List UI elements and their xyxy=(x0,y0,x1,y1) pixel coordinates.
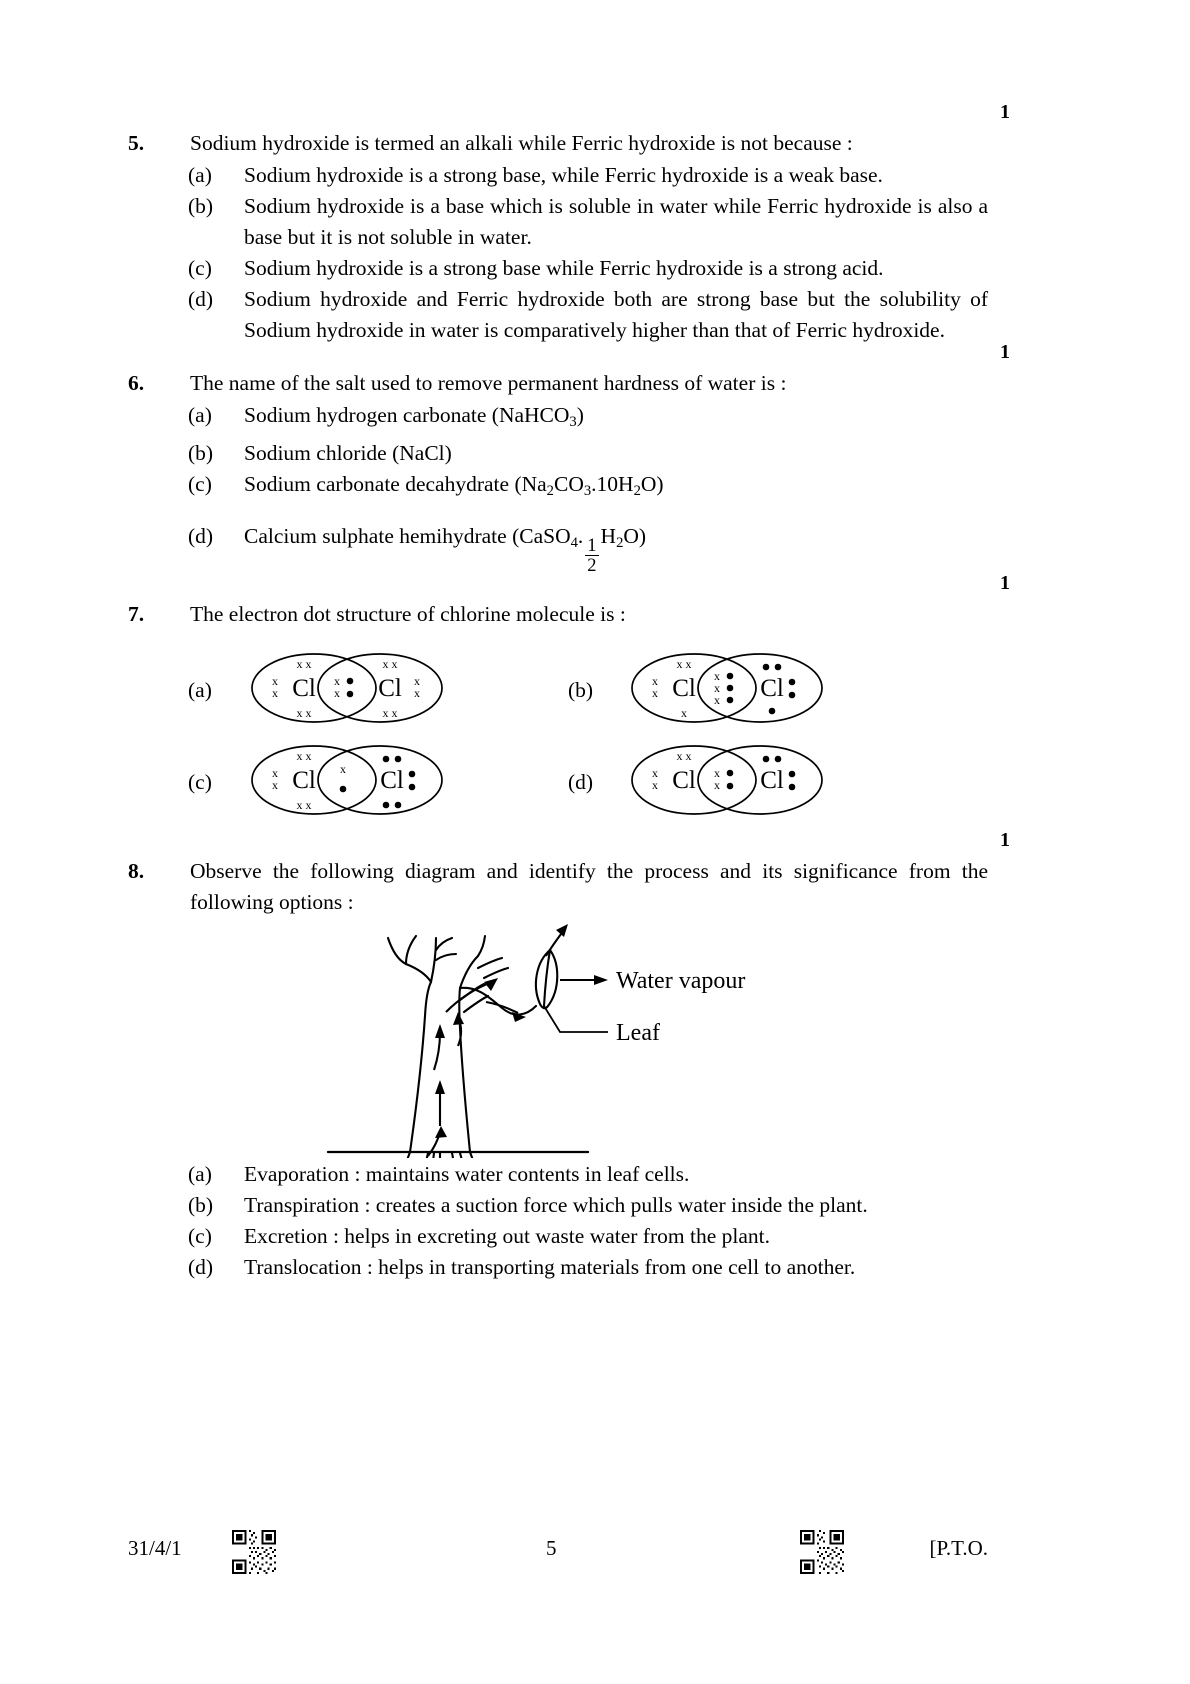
question-7 xyxy=(128,572,1010,828)
qr-code-left xyxy=(232,1530,276,1579)
electron-dot-structure-b xyxy=(622,647,832,734)
svg-text:x: x xyxy=(652,765,658,780)
label-leaf: Leaf xyxy=(616,1020,660,1047)
cl2-dot-diagram-d xyxy=(622,739,832,821)
svg-text:x: x xyxy=(714,668,720,683)
question-8-number: 8. xyxy=(128,859,145,884)
svg-text:Cl: Cl xyxy=(378,674,402,702)
option-label: (d) xyxy=(188,1255,214,1280)
salt-name: Sodium hydrogen carbonate xyxy=(244,403,487,427)
label-water-vapour: Water vapour xyxy=(616,968,746,995)
question-5-options xyxy=(128,160,988,346)
question-8-header xyxy=(128,856,988,918)
paper-code: 31/4/1 xyxy=(128,1536,182,1560)
question-7-number: 7. xyxy=(128,602,145,627)
question-6 xyxy=(128,341,1010,576)
question-8-options xyxy=(128,1159,988,1283)
option-text: Translocation : helps in transporting materials from one cell to another. xyxy=(244,1255,856,1280)
svg-text:x x: x x xyxy=(296,705,312,720)
option-item[interactable] xyxy=(128,1252,988,1283)
option-item[interactable] xyxy=(128,191,988,253)
option-item[interactable] xyxy=(128,160,988,191)
svg-text:Cl: Cl xyxy=(380,766,404,794)
option-item[interactable] xyxy=(128,1159,988,1190)
svg-text:x: x xyxy=(414,673,420,688)
question-6-header xyxy=(128,368,988,399)
option-label: (a) xyxy=(188,163,212,187)
option-item[interactable] xyxy=(128,469,988,507)
transpiration-diagram xyxy=(128,920,988,1158)
svg-text:Cl: Cl xyxy=(292,766,316,794)
qr-code-icon xyxy=(232,1530,276,1574)
option-text: Sodium hydroxide and Ferric hydroxide both are strong base but the solubility of Sodium hydroxide in water is comparatively higher than that of Ferric hydroxide. xyxy=(244,287,988,342)
svg-text:Cl: Cl xyxy=(292,674,316,702)
svg-text:x x: x x xyxy=(676,656,692,671)
question-8-marks: 1 xyxy=(1000,829,1010,852)
dot-option-d[interactable] xyxy=(568,739,898,826)
option-label: (a) xyxy=(188,677,212,702)
option-text: Excretion : helps in excreting out waste water from the plant. xyxy=(244,1224,770,1249)
cl2-dot-diagram-c xyxy=(242,739,452,821)
pto-marker: [P.T.O. xyxy=(929,1536,988,1560)
electron-dot-row xyxy=(188,736,988,828)
svg-text:x: x xyxy=(714,765,720,780)
dot-option-b[interactable] xyxy=(568,647,898,734)
electron-dot-options-grid xyxy=(188,644,988,828)
option-item[interactable] xyxy=(128,521,988,575)
option-item[interactable] xyxy=(128,253,988,284)
option-label: (b) xyxy=(188,194,214,218)
chemical-formula: (CaSO$_4$. $\frac{1}{2}$ $H_2O$) xyxy=(512,524,647,576)
option-label: (b) xyxy=(188,1193,214,1218)
svg-text:x x: x x xyxy=(296,797,312,812)
electron-dot-row xyxy=(188,644,988,736)
question-6-stem: The name of the salt used to remove permanent hardness of water is : xyxy=(190,371,787,395)
option-label: (b) xyxy=(188,441,214,466)
svg-text:x x: x x xyxy=(296,656,312,671)
option-text: Evaporation : maintains water contents in leaf cells. xyxy=(244,1162,690,1187)
option-text: Sodium hydroxide is a base which is soluble in water while Ferric hydroxide is also a base but it is not soluble in water. xyxy=(244,194,988,249)
svg-text:x: x xyxy=(714,680,720,695)
page-content xyxy=(128,101,1010,1289)
svg-text:x: x xyxy=(340,761,346,776)
qr-code-icon xyxy=(800,1530,844,1574)
electron-dot-structure-a xyxy=(242,647,452,734)
chemical-formula: $(Na_2CO_3.10H_2O)$ xyxy=(514,472,664,500)
svg-text:Cl: Cl xyxy=(760,766,784,794)
option-text: Sodium hydroxide is a strong base while Ferric hydroxide is a strong acid. xyxy=(244,256,884,280)
question-5-stem xyxy=(190,128,988,159)
svg-text:x: x xyxy=(272,685,278,700)
question-7-header xyxy=(128,599,988,630)
svg-text:x: x xyxy=(714,692,720,707)
question-8 xyxy=(128,829,1010,1283)
chemical-formula: (NaCl) xyxy=(392,441,452,466)
question-7-stem: The electron dot structure of chlorine molecule is : xyxy=(190,602,626,627)
question-6-number: 6. xyxy=(128,371,145,395)
svg-text:Cl: Cl xyxy=(760,674,784,702)
svg-text:x: x xyxy=(652,777,658,792)
svg-text:x x: x x xyxy=(296,748,312,763)
svg-text:x: x xyxy=(334,673,340,688)
option-item[interactable] xyxy=(128,1190,988,1221)
fraction-one-half: $\frac{1}{2}$ xyxy=(587,535,597,576)
chemical-formula: (NaHCO$_3$) xyxy=(491,403,584,431)
dot-option-c[interactable] xyxy=(188,739,518,826)
tree-figure xyxy=(288,920,848,1158)
option-text xyxy=(244,469,988,507)
dot-option-a[interactable] xyxy=(188,647,518,734)
salt-name: Sodium carbonate decahydrate xyxy=(244,472,510,497)
option-label: (c) xyxy=(188,472,212,497)
qr-code-right xyxy=(800,1530,844,1579)
svg-text:x: x xyxy=(681,705,687,720)
svg-text:x: x xyxy=(272,673,278,688)
option-label: (d) xyxy=(188,524,214,549)
svg-text:x: x xyxy=(714,777,720,792)
option-text xyxy=(244,400,988,438)
option-label: (a) xyxy=(188,1162,212,1187)
option-text: Sodium hydroxide is a strong base, while Ferric hydroxide is a weak base. xyxy=(244,163,883,187)
salt-name: Sodium chloride xyxy=(244,441,387,466)
question-6-options xyxy=(128,400,988,575)
cl2-dot-diagram-b xyxy=(622,647,832,729)
question-7-marks: 1 xyxy=(1000,572,1010,595)
cl2-dot-diagram-a xyxy=(242,647,452,729)
svg-text:x: x xyxy=(414,685,420,700)
svg-text:x: x xyxy=(272,777,278,792)
option-label: (c) xyxy=(188,769,212,794)
page-number: 5 xyxy=(546,1536,557,1560)
question-5-stem-text: Sodium hydroxide is termed an alkali while Ferric hydroxide is not because : xyxy=(190,131,853,155)
option-text xyxy=(244,521,988,575)
svg-text:x x: x x xyxy=(382,656,398,671)
option-label: (c) xyxy=(188,256,212,280)
option-item[interactable] xyxy=(128,400,988,438)
svg-text:x x: x x xyxy=(382,705,398,720)
question-5 xyxy=(128,101,1010,346)
option-label: (d) xyxy=(188,287,214,311)
option-item[interactable] xyxy=(128,284,988,346)
question-8-stem-text: Observe the following diagram and identify the process and its significance from the following options : xyxy=(190,859,988,915)
question-5-marks: 1 xyxy=(1000,101,1010,123)
svg-text:x: x xyxy=(334,685,340,700)
option-item[interactable] xyxy=(128,438,988,469)
electron-dot-structure-d xyxy=(622,739,832,826)
question-5-number: 5. xyxy=(128,131,145,155)
option-label: (c) xyxy=(188,1224,212,1249)
svg-text:x x: x x xyxy=(676,748,692,763)
option-item[interactable] xyxy=(128,1221,988,1252)
question-6-marks: 1 xyxy=(1000,341,1010,363)
option-label: (a) xyxy=(188,403,212,427)
svg-text:Cl: Cl xyxy=(672,766,696,794)
question-5-header xyxy=(128,128,988,159)
option-label: (d) xyxy=(568,769,594,794)
svg-text:x: x xyxy=(272,765,278,780)
option-text: Transpiration : creates a suction force which pulls water inside the plant. xyxy=(244,1193,868,1218)
page-footer xyxy=(128,1528,988,1588)
svg-text:Cl: Cl xyxy=(672,674,696,702)
option-label: (b) xyxy=(568,677,594,702)
salt-name: Calcium sulphate hemihydrate xyxy=(244,524,507,549)
svg-text:x: x xyxy=(652,673,658,688)
svg-text:x: x xyxy=(652,685,658,700)
question-8-stem xyxy=(190,856,988,918)
electron-dot-structure-c xyxy=(242,739,452,826)
option-text xyxy=(244,438,988,469)
